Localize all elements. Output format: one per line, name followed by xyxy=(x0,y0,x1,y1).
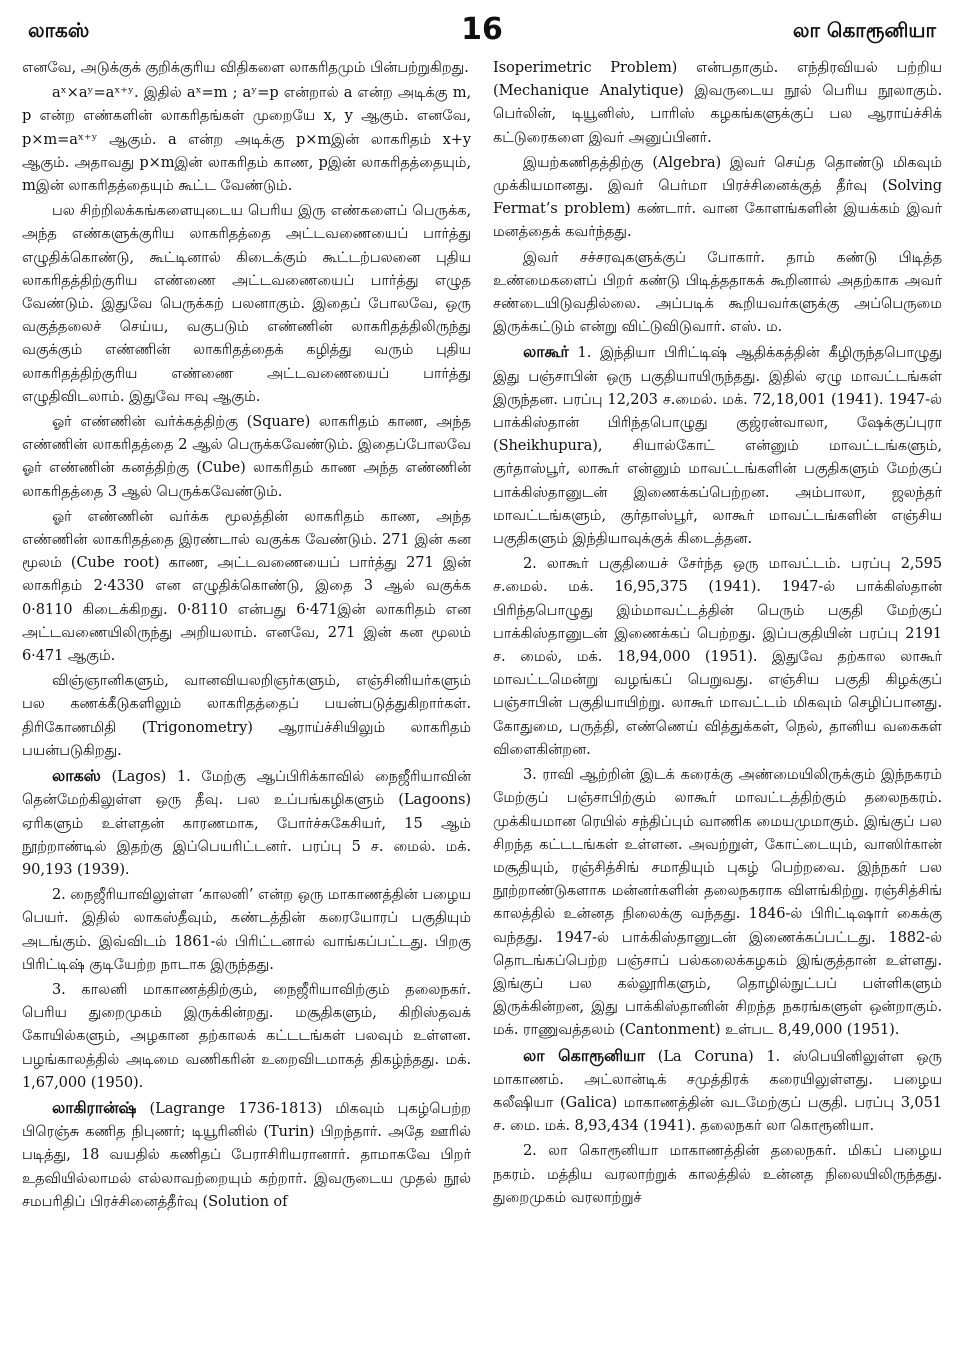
entry-headword: லாகிரான்ஷ் xyxy=(52,1097,137,1117)
body-paragraph xyxy=(493,1139,942,1209)
entry-headword: லாகஸ் xyxy=(52,766,101,786)
paragraph-text: இயற்கணிதத்திற்கு (Algebra) இவர் செய்த தொண்டு மிகவும் முக்கியமானது. இவர் பெர்மா பிரச்சினைக்குத் தீர்வு (Solving Fermat’s problem) கண்டார். வான கோளங்களின் இயக்கம் இவர் மனத்தைக் கவர்ந்தது. xyxy=(493,153,942,241)
paragraph-text: 1. இந்தியா பிரிட்டிஷ் ஆதிக்கத்தின் கீழிருந்தபொழுது இது பஞ்சாபின் ஒரு பகுதியாயிருந்தது. இதில் ஏழு மாவட்டங்கள் இருந்தன. பரப்பு 12,203 ச.மைல். மக். 72,18,001 (1941). 1947-ல் பாக்கிஸ்தான் பிரிந்தபொழுது குஜ்ரன்வாலா, ஷேக்குப்புரா (Sheikhupura), சியால்கோட் என்னும் மாவட்டங்களும், குர்தாஸ்பூர், லாகூர் என்னும் மாவட்டங்களின் பகுதிகளும் மேற்குப் பாக்கிஸ்தானுடன் இணைக்கப்பெற்றன. அம்பாலா, ஜலந்தர் மாவட்டங்களும், குர்தாஸ்பூர், லாகூர் மாவட்டங்களின் எஞ்சிய பகுதிகளும் இந்தியாவுக்குக் கிடைத்தன. xyxy=(493,344,942,548)
body-paragraph xyxy=(22,505,471,667)
paragraph-text: விஞ்ஞானிகளும், வானவியலறிஞர்களும், எஞ்சினியர்களும் பல கணக்கீடுகளிலும் லாகரிதத்தைப் பயன்படுத்துகிறார்கள். திரிகோணமிதி (Trigonometry) ஆராய்ச்சியிலும் லாகரிதம் பயன்படுகிறது. xyxy=(22,672,471,759)
body-paragraph xyxy=(493,151,942,244)
paragraph-text: 2. லாகூர் பகுதியைச் சேர்ந்த ஒரு மாவட்டம். பரப்பு 2,595 ச.மைல். மக். 16,95,375 (1941). 1947-ல் பாக்கிஸ்தான் பிரிந்தபொழுது இம்மாவட்டத்தின் பெரும் பகுதி மேற்குப் பாக்கிஸ்தானுடன் இணைக்கப் பெற்றது. இப்பகுதியின் பரப்பு 2191 ச. மைல், மக். 18,94,000 (1951). இதுவே தற்கால லாகூர் மாவட்டமென்று வழங்கப் பெறுவது. எஞ்சிய பகுதி கிழக்குப் பஞ்சாபின் பகுதியாயிற்று. லாகூர் மாவட்டம் மிகவும் செழிப்பானது. கோதுமை, பருத்தி, எண்ணெய் வித்துக்கள், நெல், தானிய வகைகள் விளைகின்றன. xyxy=(493,555,942,758)
running-head-right: லா கொரூனியா xyxy=(792,18,936,42)
entry-headword: லாகூர் xyxy=(523,342,569,362)
body-paragraph xyxy=(493,552,942,761)
paragraph-text: (La Coruna) 1. ஸ்பெயினிலுள்ள ஒரு மாகாணம். அட்லான்டிக் சமுத்திரக் கரையிலுள்ளது. பழைய கலீஷியா (Galica) மாகாணத்தின் வடமேற்குப் பகுதி. பரப்பு 3,051 ச. மை. மக். 8,93,434 (1941). தலைநகர் லா கொரூனியா. xyxy=(493,1047,942,1135)
page-header xyxy=(22,8,942,50)
paragraph-text: இவர் சச்சரவுகளுக்குப் போகார். தாம் கண்டு பிடித்த உண்மைகளைப் பிறர் கண்டு பிடித்ததாகக் கூறினால் அதற்காக அவர் சண்டையிடுவதில்லை. அப்படிக் கூறியவர்களுக்கு அப்பெருமை இருக்கட்டும் என்று விட்டுவிடுவார். எஸ். ம. xyxy=(493,248,942,336)
body-paragraph xyxy=(22,883,471,976)
paragraph-text: ஓர் எண்ணின் வர்க்கத்திற்கு (Square) லாகரிதம் காண, அந்த எண்ணின் லாகரிதத்தை 2 ஆல் பெருக்கவேண்டும். இதைப்போலவே ஓர் எண்ணின் கனத்திற்கு (Cube) லாகரிதம் காண அந்த எண்ணின் லாகரிதத்தை 3 ஆல் பெருக்கவேண்டும். xyxy=(22,413,471,500)
entry-paragraph xyxy=(22,764,471,881)
body-paragraph xyxy=(22,410,471,503)
entry-headword: லா கொரூனியா xyxy=(523,1045,646,1065)
paragraph-text: (Lagos) 1. மேற்கு ஆப்பிரிக்காவில் நைஜீரியாவின் தென்மேற்கிலுள்ள ஒரு தீவு. பல உப்பங்கழிகளும் (Lagoons) ஏரிகளும் உள்ளதன் காரணமாக, போர்ச்சுகேசியர், 15 ஆம் நூற்றாண்டில் இதற்கு இப்பெயரிட்டனர். பரப்பு 5 ச. மைல். மக். 90,193 (1939). xyxy=(22,768,471,878)
left-column xyxy=(22,56,471,1360)
paragraph-text: 3. காலனி மாகாணத்திற்கும், நைஜீரியாவிற்கும் தலைநகர். பெரிய துறைமுகம் இருக்கின்றது. மசூதிகளும், கிறிஸ்தவக் கோயில்களும், அழகான தற்காலக் கட்டடங்கள் பலவும் உள்ளன. பழங்காலத்தில் அடிமை வணிகரின் உறைவிடமாகத் திகழ்ந்தது. மக். 1,67,000 (1950). xyxy=(22,980,471,1091)
running-head-left: லாகஸ் xyxy=(28,18,90,42)
body-paragraph xyxy=(22,669,471,762)
paragraph-text: 3. ராவி ஆற்றின் இடக் கரைக்கு அண்மையிலிருக்கும் இந்நகரம் மேற்குப் பஞ்சாபிற்கும் லாகூர் மாவட்டத்திற்கும் தலைநகரம். முக்கியமான ரெயில் சந்திப்பும் வாணிக மையமுமாகும். இங்குப் பல சிறந்த கட்டடங்கள் உள்ளன. அவற்றுள், கோட்டையும், வாஸிர்கான் மசூதியும், ரஞ்சித்சிங் சமாதியும் புகழ் பெற்றவை. இந்நகர் பல நூற்றாண்டுகளாக மன்னர்களின் தலைநகராக விளங்கிற்று. ரஞ்சித்சிங் காலத்தில் உன்னத நிலைக்கு வந்தது. 1846-ல் பிரிட்டிஷார் கைக்கு வந்தது. 1947-ல் பாக்கிஸ்தானுடன் இணைக்கப்பட்டது. 1882-ல் தொடங்கப்பெற்ற பஞ்சாப் பல்கலைக்கழகம் இங்குத்தான் உள்ளது. இங்குப் பல கல்லூரிகளும், தொழில்நுட்பப் பள்ளிகளும் இருக்கின்றன, இது பாக்கிஸ்தானின் சிறந்த நகரங்களுள் ஒன்றாகும். மக். ராணுவத்தலம் (Cantonment) உள்பட 8,49,000 (1951). xyxy=(493,766,942,1039)
entry-paragraph xyxy=(22,1096,471,1213)
paragraph-text: (Lagrange 1736-1813) மிகவும் புகழ்பெற்ற பிரெஞ்சு கணித நிபுணர்; டியூரினில் (Turin) பிறந்தார். அதே ஊரில் படித்து, 18 வயதில் கணிதப் பேராசிரியரானார். தாமாகவே பிறர் உதவியில்லாமல் எல்லாவற்றையும் கற்றார். இவருடைய முதல் நூல் சமபரிதிப் பிரச்சினைத்தீர்வு (Solution of xyxy=(22,1099,471,1210)
body-paragraph xyxy=(493,56,942,149)
page-number: 16 xyxy=(461,12,503,47)
body-paragraph xyxy=(22,978,471,1094)
paragraph-text: Isoperimetric Problem) என்பதாகும். எந்திரவியல் பற்றிய (Mechanique Analytique) இவருடைய நூல் பெரிய நூலாகும். பெர்லின், டியூனிஸ், பாரிஸ் கழகங்களுக்குப் பல ஆராய்ச்சிக் கட்டுரைகளை இவர் அனுப்பினர். xyxy=(493,59,942,146)
paragraph-text: எனவே, அடுக்குக் குறிக்குரிய விதிகளை லாகரிதமும் பின்பற்றுகிறது. xyxy=(22,59,469,76)
body-paragraph xyxy=(22,81,471,197)
paragraph-text: பல சிற்றிலக்கங்களையுடைய பெரிய இரு எண்களைப் பெருக்க, அந்த எண்களுக்குரிய லாகரிதத்தை அட்டவணையைப் பார்த்து எழுதிக்கொண்டு, கூட்டினால் கிடைக்கும் கூட்டற்பலனை புதிய லாகரிதத்திற்குரிய எண்ணை அட்டவணையைப் பார்த்து எழுத வேண்டும். இதுவே பெருக்கற் பலனாகும். இதைப் போலவே, ஒரு வகுத்தலைச் செய்ய, வகுபடும் எண்ணின் லாகரிதத்திலிருந்து வகுக்கும் எண்ணின் லாகரிதத்தைக் கழித்து வரும் புதிய லாகரிதத்திற்குரிய எண்ணை அட்டவணையைப் பார்த்து எழுதிவிடலாம். இதுவே ஈவு ஆகும். xyxy=(22,202,471,405)
paragraph-text: 2. நைஜீரியாவிலுள்ள ‘காலனி’ என்ற ஒரு மாகாணத்தின் பழைய பெயர். இதில் லாகஸ்தீவும், கண்டத்தின் கரையோரப் பகுதியும் அடங்கும். இவ்விடம் 1861-ல் பிரிட்டனால் வாங்கப்பட்டது. பிறகு பிரிட்டிஷ் குடியேற்ற நாடாக இருந்தது. xyxy=(22,886,471,973)
text-columns xyxy=(22,56,942,1360)
body-paragraph xyxy=(493,763,942,1041)
body-paragraph xyxy=(493,246,942,339)
right-column xyxy=(493,56,942,1360)
body-paragraph xyxy=(22,199,471,408)
paragraph-text: aˣ×aʸ=aˣ⁺ʸ. இதில் aˣ=m ; aʸ=p என்றால் a என்ற அடிக்கு m, p என்ற எண்களின் லாகரிதங்கள் முறையே x, y ஆகும். எனவே, p×m=aˣ⁺ʸ ஆகும். a என்ற அடிக்கு p×mஇன் லாகரிதம் x+y ஆகும். அதாவது p×mஇன் லாகரிதம் காண, pஇன் லாகரிதத்தையும், mஇன் லாகரிதத்தையும் கூட்ட வேண்டும். xyxy=(22,84,471,195)
paragraph-text: 2. லா கொரூனியா மாகாணத்தின் தலைநகர். மிகப் பழைய நகரம். மத்திய வரலாற்றுக் காலத்தில் உன்னத நிலையிலிருந்தது. துறைமுகம் வரலாற்றுச் xyxy=(493,1142,942,1206)
paragraph-text: ஓர் எண்ணின் வர்க்க மூலத்தின் லாகரிதம் காண, அந்த எண்ணின் லாகரிதத்தை இரண்டால் வகுக்க வேண்டும். 271 இன் கன மூலம் (Cube root) காண, அட்டவணையைப் பார்த்து 271 இன் லாகரிதம் 2·4330 என எழுதிக்கொண்டு, இதை 3 ஆல் வகுக்க 0·8110 கிடைக்கிறது. 0·8110 என்பது 6·471இன் லாகரிதம் என அட்டவணையிலிருந்து அறியலாம். எனவே, 271 இன் கன மூலம் 6·471 ஆகும். xyxy=(22,507,471,665)
entry-paragraph xyxy=(493,340,942,550)
entry-paragraph xyxy=(493,1044,942,1138)
body-paragraph xyxy=(22,56,471,79)
